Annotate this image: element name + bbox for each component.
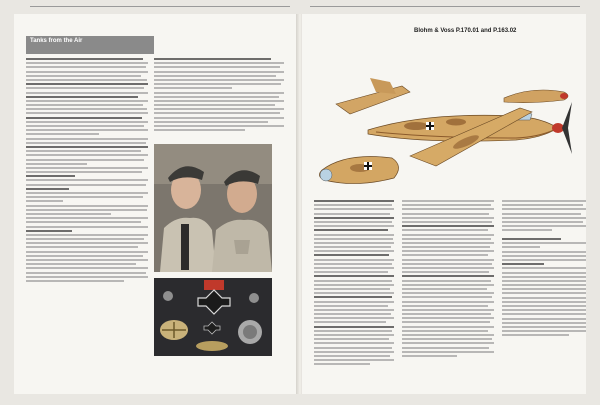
pilots-photo-graphic: [154, 144, 272, 272]
pilots-photo: [154, 144, 272, 272]
top-rule-right: [310, 6, 580, 7]
right-column-text: [154, 58, 284, 140]
right-page-column-1: [314, 200, 394, 378]
left-page: [14, 14, 298, 394]
right-page-column-3: [502, 200, 586, 232]
top-rule-left: [30, 6, 290, 7]
eagle-badge-icon: [160, 320, 188, 340]
right-page-column-2: [402, 200, 494, 378]
medals-photo-graphic: [154, 278, 272, 356]
medals-photo: [154, 278, 272, 356]
balkenkreuz-icon: [426, 122, 434, 130]
specification-table: [502, 236, 586, 339]
wing-cross-icon: [364, 162, 372, 170]
section-title: Tanks from the Air: [30, 38, 83, 44]
aircraft-illustration: [306, 42, 576, 192]
left-column-text: [26, 58, 148, 358]
right-page: [302, 14, 586, 394]
swastika-badge-icon: [238, 320, 262, 344]
section-header-band: [26, 36, 154, 54]
profile-title: Blohm & Voss P.170.01 and P.163.02: [414, 28, 517, 34]
